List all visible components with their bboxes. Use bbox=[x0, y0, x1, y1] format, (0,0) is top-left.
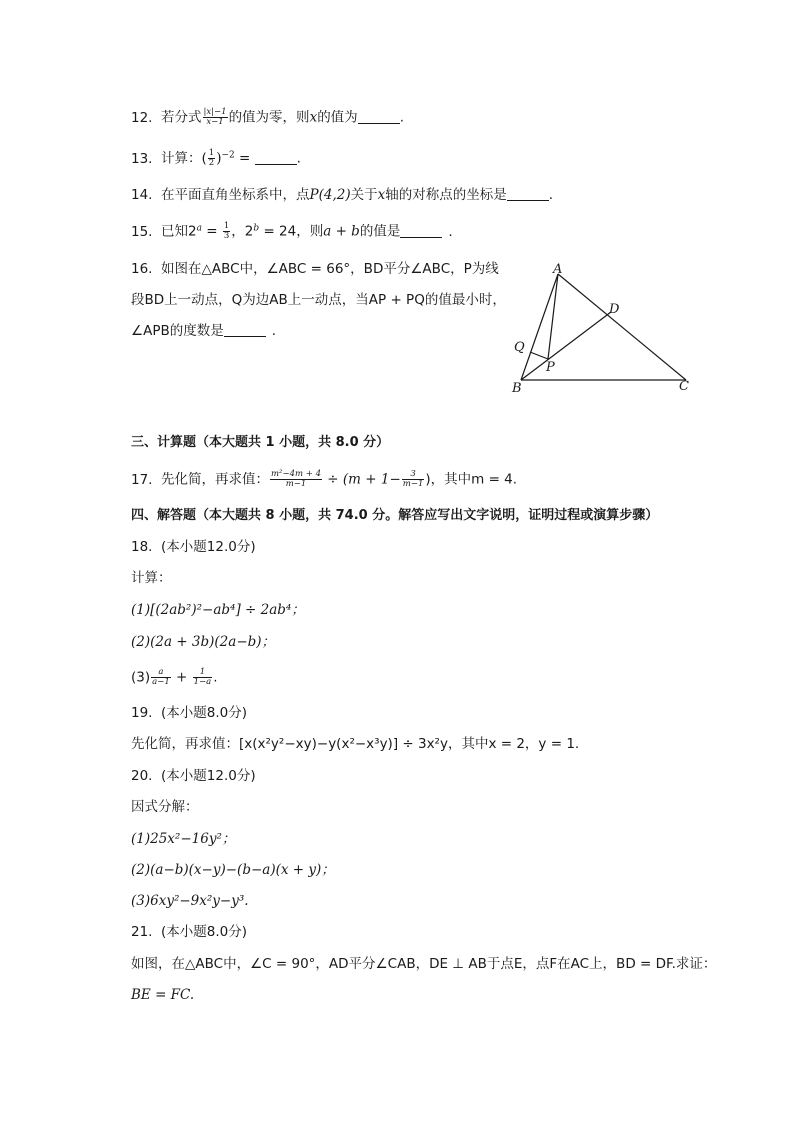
fraction: $\frac{1}{3}$ bbox=[223, 221, 230, 241]
q18-intro: 计算： bbox=[131, 570, 172, 586]
question-number: 13. bbox=[131, 150, 153, 167]
section-heading-3: 三、计算题（本大题共 1 小题，共 8.0 分） bbox=[131, 435, 390, 450]
question-21 bbox=[131, 923, 247, 941]
label-p: P bbox=[546, 360, 555, 375]
question-number: 14. bbox=[131, 187, 153, 203]
question-number: 19. bbox=[131, 705, 153, 721]
label-d: D bbox=[609, 302, 620, 317]
section-heading-4: 四、解答题（本大题共 8 小题，共 74.0 分。解答应写出文字说明，证明过程或演算步骤） bbox=[131, 508, 659, 523]
q19-body: 先化简，再求值：[x(x²y²−xy)−y(x²−x³y)] ÷ 3x²y，其中x = 2，y = 1. bbox=[131, 736, 580, 752]
question-number: 15. bbox=[131, 223, 153, 240]
segment-bd bbox=[521, 312, 611, 380]
question-number: 12. bbox=[131, 109, 153, 126]
question-16: 16. 如图在△ABC中，∠ABC = 66°，BD平分∠ABC，P为线 bbox=[131, 261, 499, 277]
label-c: C bbox=[679, 379, 689, 394]
score-note: (本小题8.0分) bbox=[161, 924, 248, 940]
question-number: 18. bbox=[131, 539, 153, 555]
side-ac bbox=[558, 274, 686, 380]
question-12: 12. 若分式 $\frac{|x|-1}{x-1}$ 的值为零，则x的值为 . bbox=[131, 107, 404, 127]
triangle-figure bbox=[508, 258, 698, 398]
question-20 bbox=[131, 767, 256, 785]
segment-pq bbox=[530, 352, 548, 359]
question-18 bbox=[131, 538, 256, 556]
answer-blank bbox=[400, 225, 442, 238]
question-number: 17. bbox=[131, 471, 153, 488]
q20-part3: (3)6xy²−9x²y−y³. bbox=[131, 893, 249, 909]
question-16-line3: ∠APB的度数是 . bbox=[131, 323, 277, 339]
fraction: $\frac{\text{m²−4m + 4}}{m-1}$ bbox=[271, 469, 321, 489]
question-19 bbox=[131, 704, 247, 722]
fraction: $\frac{|x|-1}{x-1}$ bbox=[203, 107, 227, 127]
label-a: A bbox=[553, 262, 563, 277]
q21-line2: BE = FC. bbox=[131, 987, 195, 1003]
label-q: Q bbox=[514, 340, 525, 355]
question-16-line2: 段BD上一动点，Q为边AB上一动点，当AP + PQ的值最小时， bbox=[131, 292, 506, 308]
q18-part1: (1)[(2ab²)²−ab⁴] ÷ 2ab⁴； bbox=[131, 602, 305, 618]
q18-part2: (2)(2a + 3b)(2a−b)； bbox=[131, 634, 276, 650]
score-note: (本小题12.0分) bbox=[161, 539, 256, 555]
question-13: 13. 计算：( $\frac{1}{2}$ )$^{-2}$ = . bbox=[131, 148, 301, 168]
q20-intro: 因式分解： bbox=[131, 799, 199, 815]
answer-blank bbox=[507, 188, 549, 201]
q21-line1: 如图，在△ABC中，∠C = 90°，AD平分∠CAB，DE ⊥ AB于点E，点F在AC上，BD = DF.求证： bbox=[131, 956, 717, 972]
fraction: $\frac{3}{m-1}$ bbox=[402, 469, 424, 489]
fraction: $\frac{1}{2}$ bbox=[208, 148, 215, 168]
fraction: $\frac{a}{a-1}$ bbox=[152, 667, 170, 687]
question-number: 21. bbox=[131, 924, 153, 940]
question-number: 20. bbox=[131, 768, 153, 784]
answer-blank bbox=[255, 152, 297, 165]
question-number: 16. bbox=[131, 261, 153, 277]
score-note: (本小题12.0分) bbox=[161, 768, 256, 784]
question-17: 17. 先化简，再求值： $\frac{\text{m²−4m + 4}}{m-1}$ ÷ (m + 1− $\frac{3}{m-1}$ )，其中m = 4. bbox=[131, 469, 518, 489]
answer-blank bbox=[224, 324, 266, 337]
score-note: (本小题8.0分) bbox=[161, 705, 248, 721]
q20-part2: (2)(a−b)(x−y)−(b−a)(x + y)； bbox=[131, 862, 335, 878]
question-14: 14. 在平面直角坐标系中，点P(4,2)关于x轴的对称点的坐标是 . bbox=[131, 187, 554, 203]
label-b: B bbox=[512, 381, 522, 396]
fraction: $\frac{1}{1-a}$ bbox=[193, 667, 212, 687]
question-15: 15. 已知$2^a$ = $\frac{1}{3}$ ，$2^b = 24$，则a + b的值是 . bbox=[131, 221, 453, 241]
q20-part1: (1)25x²−16y²； bbox=[131, 831, 236, 847]
q18-part3: (3) $\frac{a}{a-1}$ + $\frac{1}{1-a}$ . bbox=[131, 667, 218, 687]
answer-blank bbox=[358, 111, 400, 124]
